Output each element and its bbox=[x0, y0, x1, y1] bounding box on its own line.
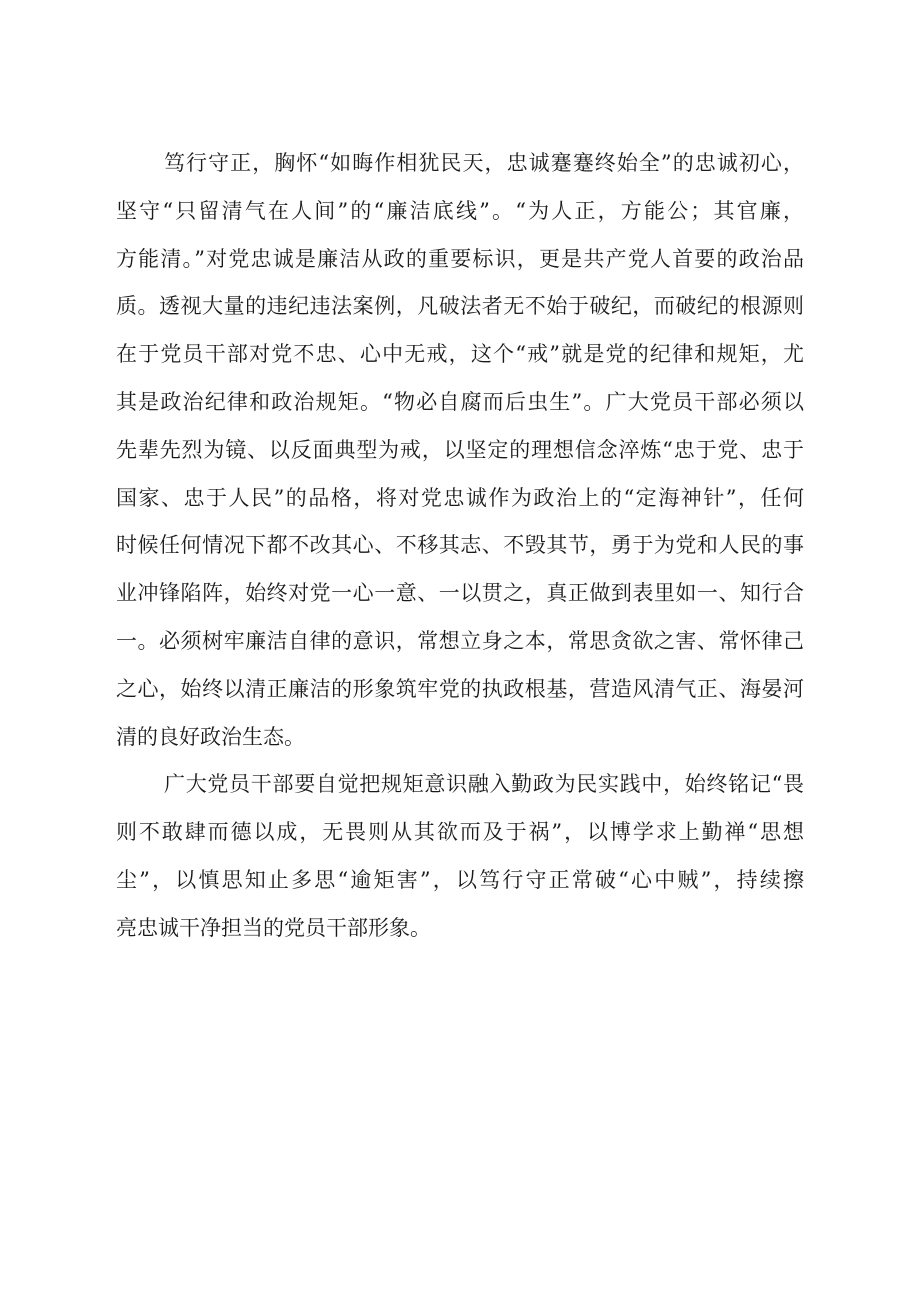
paragraph-1 bbox=[116, 140, 804, 761]
paragraph-line: 笃行守正，胸怀“如晦作相犹民天，忠诚蹇蹇终始全”的忠诚初心， bbox=[164, 151, 804, 175]
paragraph-line: 在于党员干部对党不忠、心中无戒，这个“戒”就是党的纪律和规矩，尤 bbox=[116, 342, 804, 367]
paragraph-line: 尘”，以慎思知止多思“逾矩害”，以笃行守正常破“心中贼”，持续擦 bbox=[116, 867, 804, 892]
paragraph-line: 国家、忠于人民”的品格，将对党忠诚作为政治上的“定海神针”，任何 bbox=[116, 485, 804, 510]
paragraph-line: 先辈先烈为镜、以反面典型为戒，以坚定的理想信念淬炼“忠于党、忠于 bbox=[116, 437, 804, 462]
paragraph-line: 质。透视大量的违纪违法案例，凡破法者无不始于破纪，而破纪的根源则 bbox=[116, 294, 804, 319]
paragraph-line: 时候任何情况下都不改其心、不移其志、不毁其节，勇于为党和人民的事 bbox=[116, 533, 804, 558]
paragraph-line: 业冲锋陷阵，始终对党一心一意、一以贯之，真正做到表里如一、知行合 bbox=[116, 581, 804, 606]
paragraph-line: 之心，始终以清正廉洁的形象筑牢党的执政根基，营造风清气正、海晏河 bbox=[116, 676, 804, 701]
paragraph-line: 其是政治纪律和政治规矩。“物必自腐而后虫生”。广大党员干部必须以 bbox=[116, 389, 804, 414]
paragraph-2 bbox=[116, 761, 804, 952]
paragraph-line: 广大党员干部要自觉把规矩意识融入勤政为民实践中，始终铭记“畏 bbox=[164, 772, 804, 797]
paragraph-line: 则不敢肆而德以成，无畏则从其欲而及于祸”，以博学求上勤禅“思想 bbox=[116, 820, 804, 845]
document-body bbox=[116, 140, 804, 953]
paragraph-line: 清的良好政治生态。 bbox=[116, 724, 305, 749]
paragraph-line: 亮忠诚干净担当的党员干部形象。 bbox=[116, 915, 431, 940]
paragraph-line: 一。必须树牢廉洁自律的意识，常想立身之本，常思贪欲之害、常怀律己 bbox=[116, 628, 804, 653]
paragraph-line: 方能清。”对党忠诚是廉洁从政的重要标识，更是共产党人首要的政治品 bbox=[116, 246, 804, 271]
paragraph-line: 坚守“只留清气在人间”的“廉洁底线”。“为人正，方能公；其官廉， bbox=[116, 198, 804, 223]
